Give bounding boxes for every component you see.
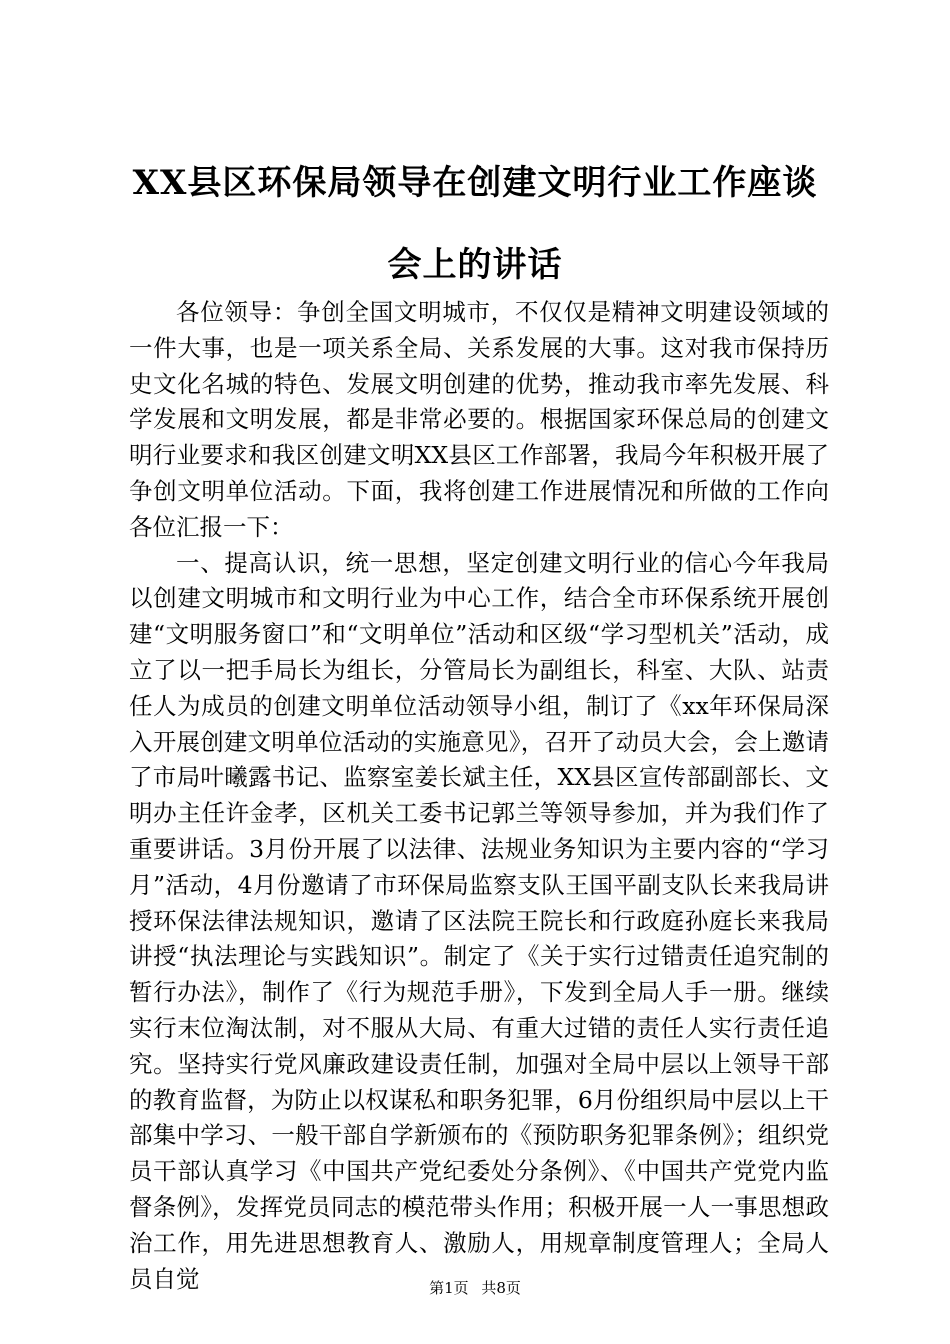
document-body	[129, 295, 829, 1297]
page-footer	[0, 1278, 950, 1298]
body-paragraph-2: 一、提高认识，统一思想，坚定创建文明行业的信心今年我局以创建文明城市和文明行业为中心工作，结合全市环保系统开展创建“文明服务窗口”和“文明单位”活动和区级“学习型机关”活动，成立了以一把手局长为组长，分管局长为副组长，科室、大队、站责任人为成员的创建文明单位活动领导小组，制订了《xx年环保局深入开展创建文明单位活动的实施意见》，召开了动员大会，会上邀请了市局叶曦露书记、监察室姜长斌主任，XX县区宣传部副部长、文明办主任许金孝，区机关工委书记郭兰等领导参加，并为我们作了重要讲话。3月份开展了以法律、法规业务知识为主要内容的“学习月”活动，4月份邀请了市环保局监察支队王国平副支队长来我局讲授环保法律法规知识，邀请了区法院王院长和行政庭孙庭长来我局讲授“执法理论与实践知识”。制定了《关于实行过错责任追究制的暂行办法》，制作了《行为规范手册》，下发到全局人手一册。继续实行末位淘汰制，对不服从大局、有重大过错的责任人实行责任追究。坚持实行党风廉政建设责任制，加强对全局中层以上领导干部的教育监督，为防止以权谋私和职务犯罪，6月份组织局中层以上干部集中学习、一般干部自学新颁布的《预防职务犯罪条例》；组织党员干部认真学习《中国共产党纪委处分条例》、《中国共产党党内监督条例》，发挥党员同志的模范带头作用；积极开展一人一事思想政治工作，用先进思想教育人、激励人，用规章制度管理人；全局人员自觉	[129, 548, 829, 1293]
page-number: 第1页	[429, 1279, 469, 1297]
document-title-line-2: 会上的讲话	[387, 245, 563, 285]
document-title-line-1: XX县区环保局领导在创建文明行业工作座谈	[132, 163, 818, 203]
page-total: 共8页	[481, 1279, 521, 1297]
body-paragraph-1: 各位领导：争创全国文明城市，不仅仅是精神文明建设领域的一件大事，也是一项关系全局、关系发展的大事。这对我市保持历史文化名城的特色、发展文明创建的优势，推动我市率先发展、科学发展和文明发展，都是非常必要的。根据国家环保总局的创建文明行业要求和我区创建文明XX县区工作部署，我局今年积极开展了争创文明单位活动。下面，我将创建工作进展情况和所做的工作向各位汇报一下：	[129, 298, 829, 541]
